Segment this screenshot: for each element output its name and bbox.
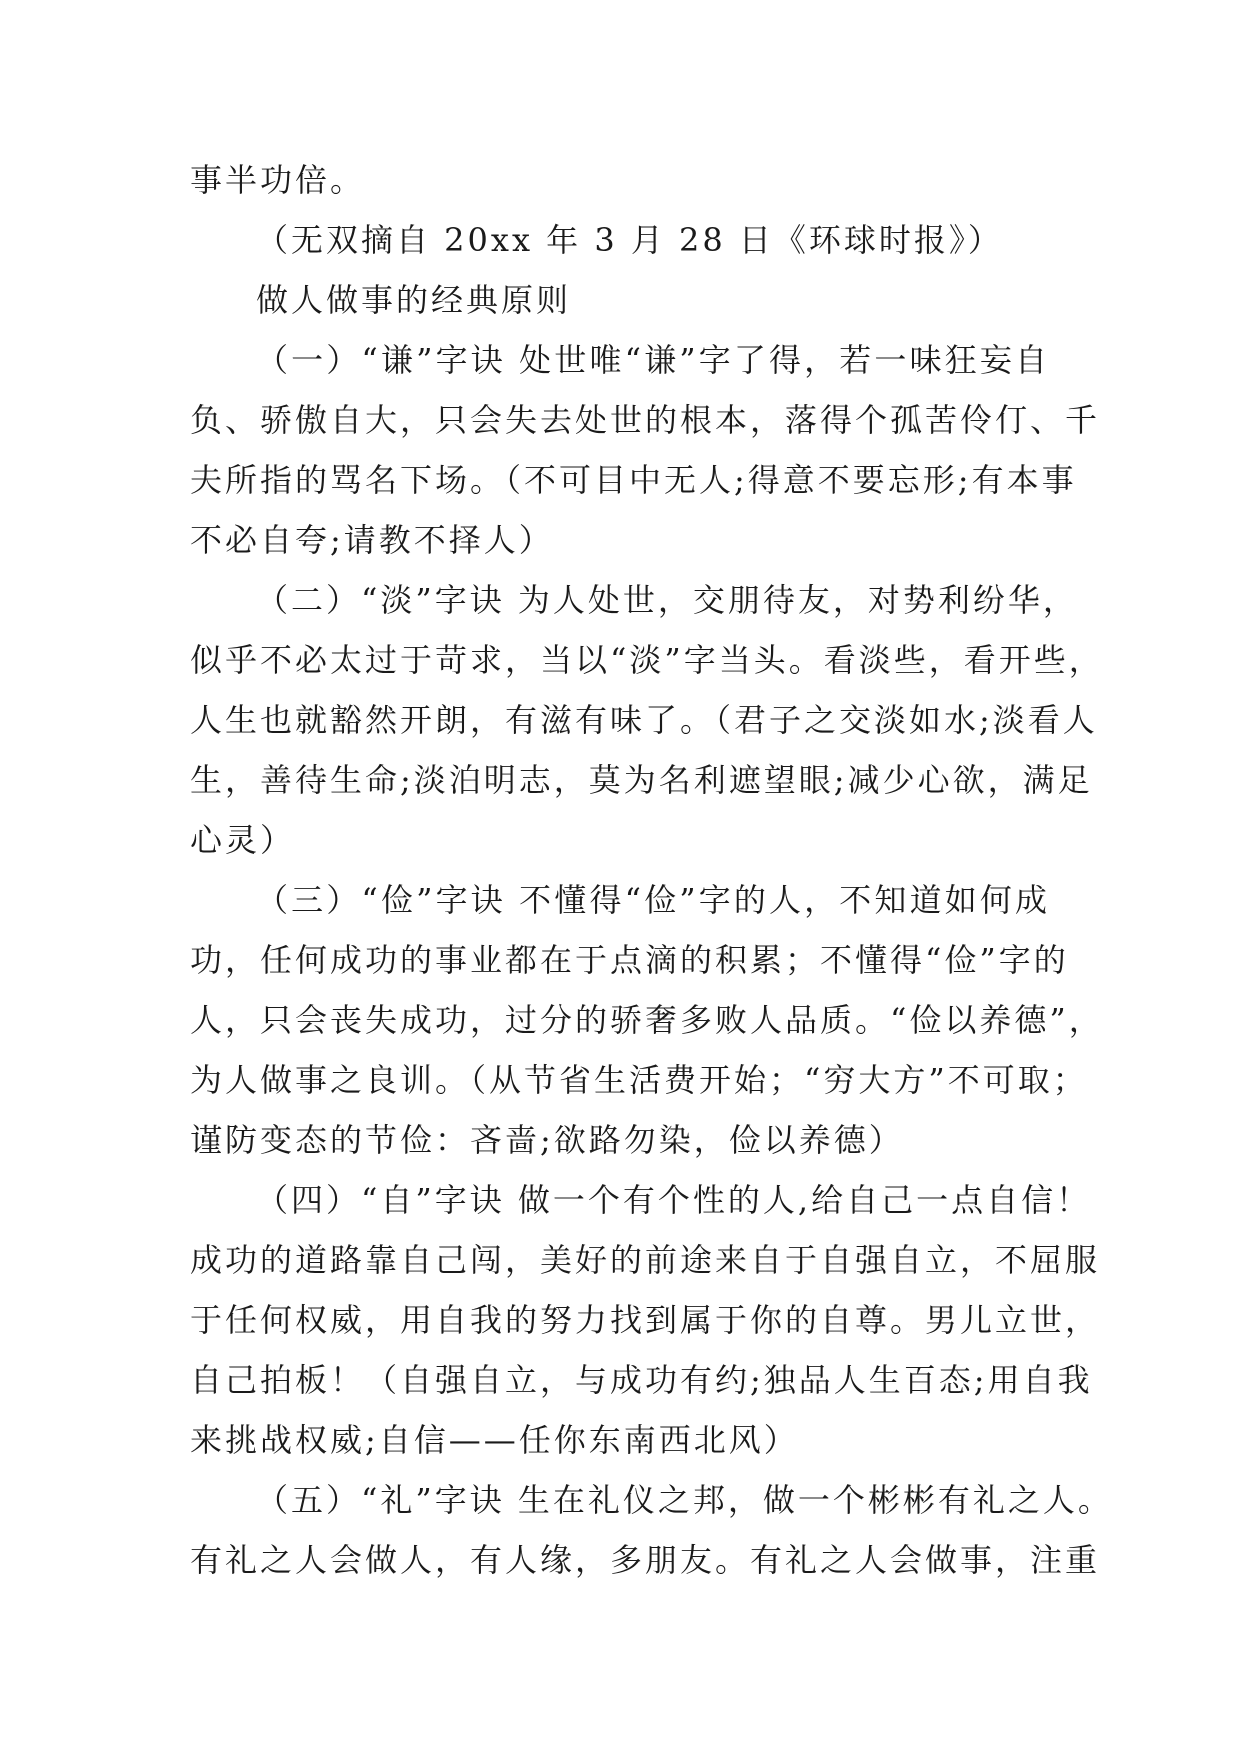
text-line: 生，善待生命;淡泊明志，莫为名利遮望眼;减少心欲，满足 (190, 761, 1093, 799)
text-line: 做人做事的经典原则 (256, 281, 572, 319)
document-body (190, 150, 1113, 1590)
text-line: （一）“谦”字诀 处世唯“谦”字了得，若一味狂妄自 (256, 341, 1050, 379)
text-line: （四）“自”字诀 做一个有个性的人,给自己一点自信！ (256, 1181, 1092, 1219)
text-line: （三）“俭”字诀 不懂得“俭”字的人，不知道如何成 (256, 881, 1050, 919)
text-line: 心灵） (190, 821, 296, 859)
text-line: 自己拍板！（自强自立，与成功有约;独品人生百态;用自我 (190, 1361, 1093, 1399)
text-line: 谨防变态的节俭：吝啬;欲路勿染，俭以养德） (190, 1121, 904, 1159)
text-line: 来挑战权威;自信——任你东南西北风） (190, 1421, 799, 1459)
text-line: 似乎不必太过于苛求，当以“淡”字当头。看淡些，看开些， (190, 641, 1104, 679)
text-line: 人生也就豁然开朗，有滋有味了。（君子之交淡如水;淡看人 (190, 701, 1098, 739)
text-line: 不必自夸;请教不择人） (190, 521, 554, 559)
text-line: 事半功倍。 (190, 161, 366, 199)
text-line: 成功的道路靠自己闯，美好的前途来自于自强自立，不屈服 (190, 1241, 1101, 1279)
text-line: 人，只会丧失成功，过分的骄奢多败人品质。“俭以养德”， (190, 1001, 1104, 1039)
text-line: 夫所指的骂名下场。（不可目中无人;得意不要忘形;有本事 (190, 461, 1077, 499)
text-line: （五）“礼”字诀 生在礼仪之邦，做一个彬彬有礼之人。 (256, 1481, 1113, 1519)
text-line: 功，任何成功的事业都在于点滴的积累；不懂得“俭”字的 (190, 941, 1069, 979)
text-line: 于任何权威，用自我的努力找到属于你的自尊。男儿立世， (190, 1301, 1101, 1339)
text-line: （二）“淡”字诀 为人处世，交朋待友，对势利纷华， (256, 581, 1078, 619)
text-line: 负、骄傲自大，只会失去处世的根本，落得个孤苦伶仃、千 (190, 401, 1101, 439)
text-line: 为人做事之良训。（从节省生活费开始；“穷大方”不可取； (190, 1061, 1088, 1099)
text-line: 有礼之人会做人，有人缘，多朋友。有礼之人会做事，注重 (190, 1541, 1101, 1579)
text-line: （无双摘自 20xx 年 3 月 28 日《环球时报》） (256, 221, 1003, 259)
